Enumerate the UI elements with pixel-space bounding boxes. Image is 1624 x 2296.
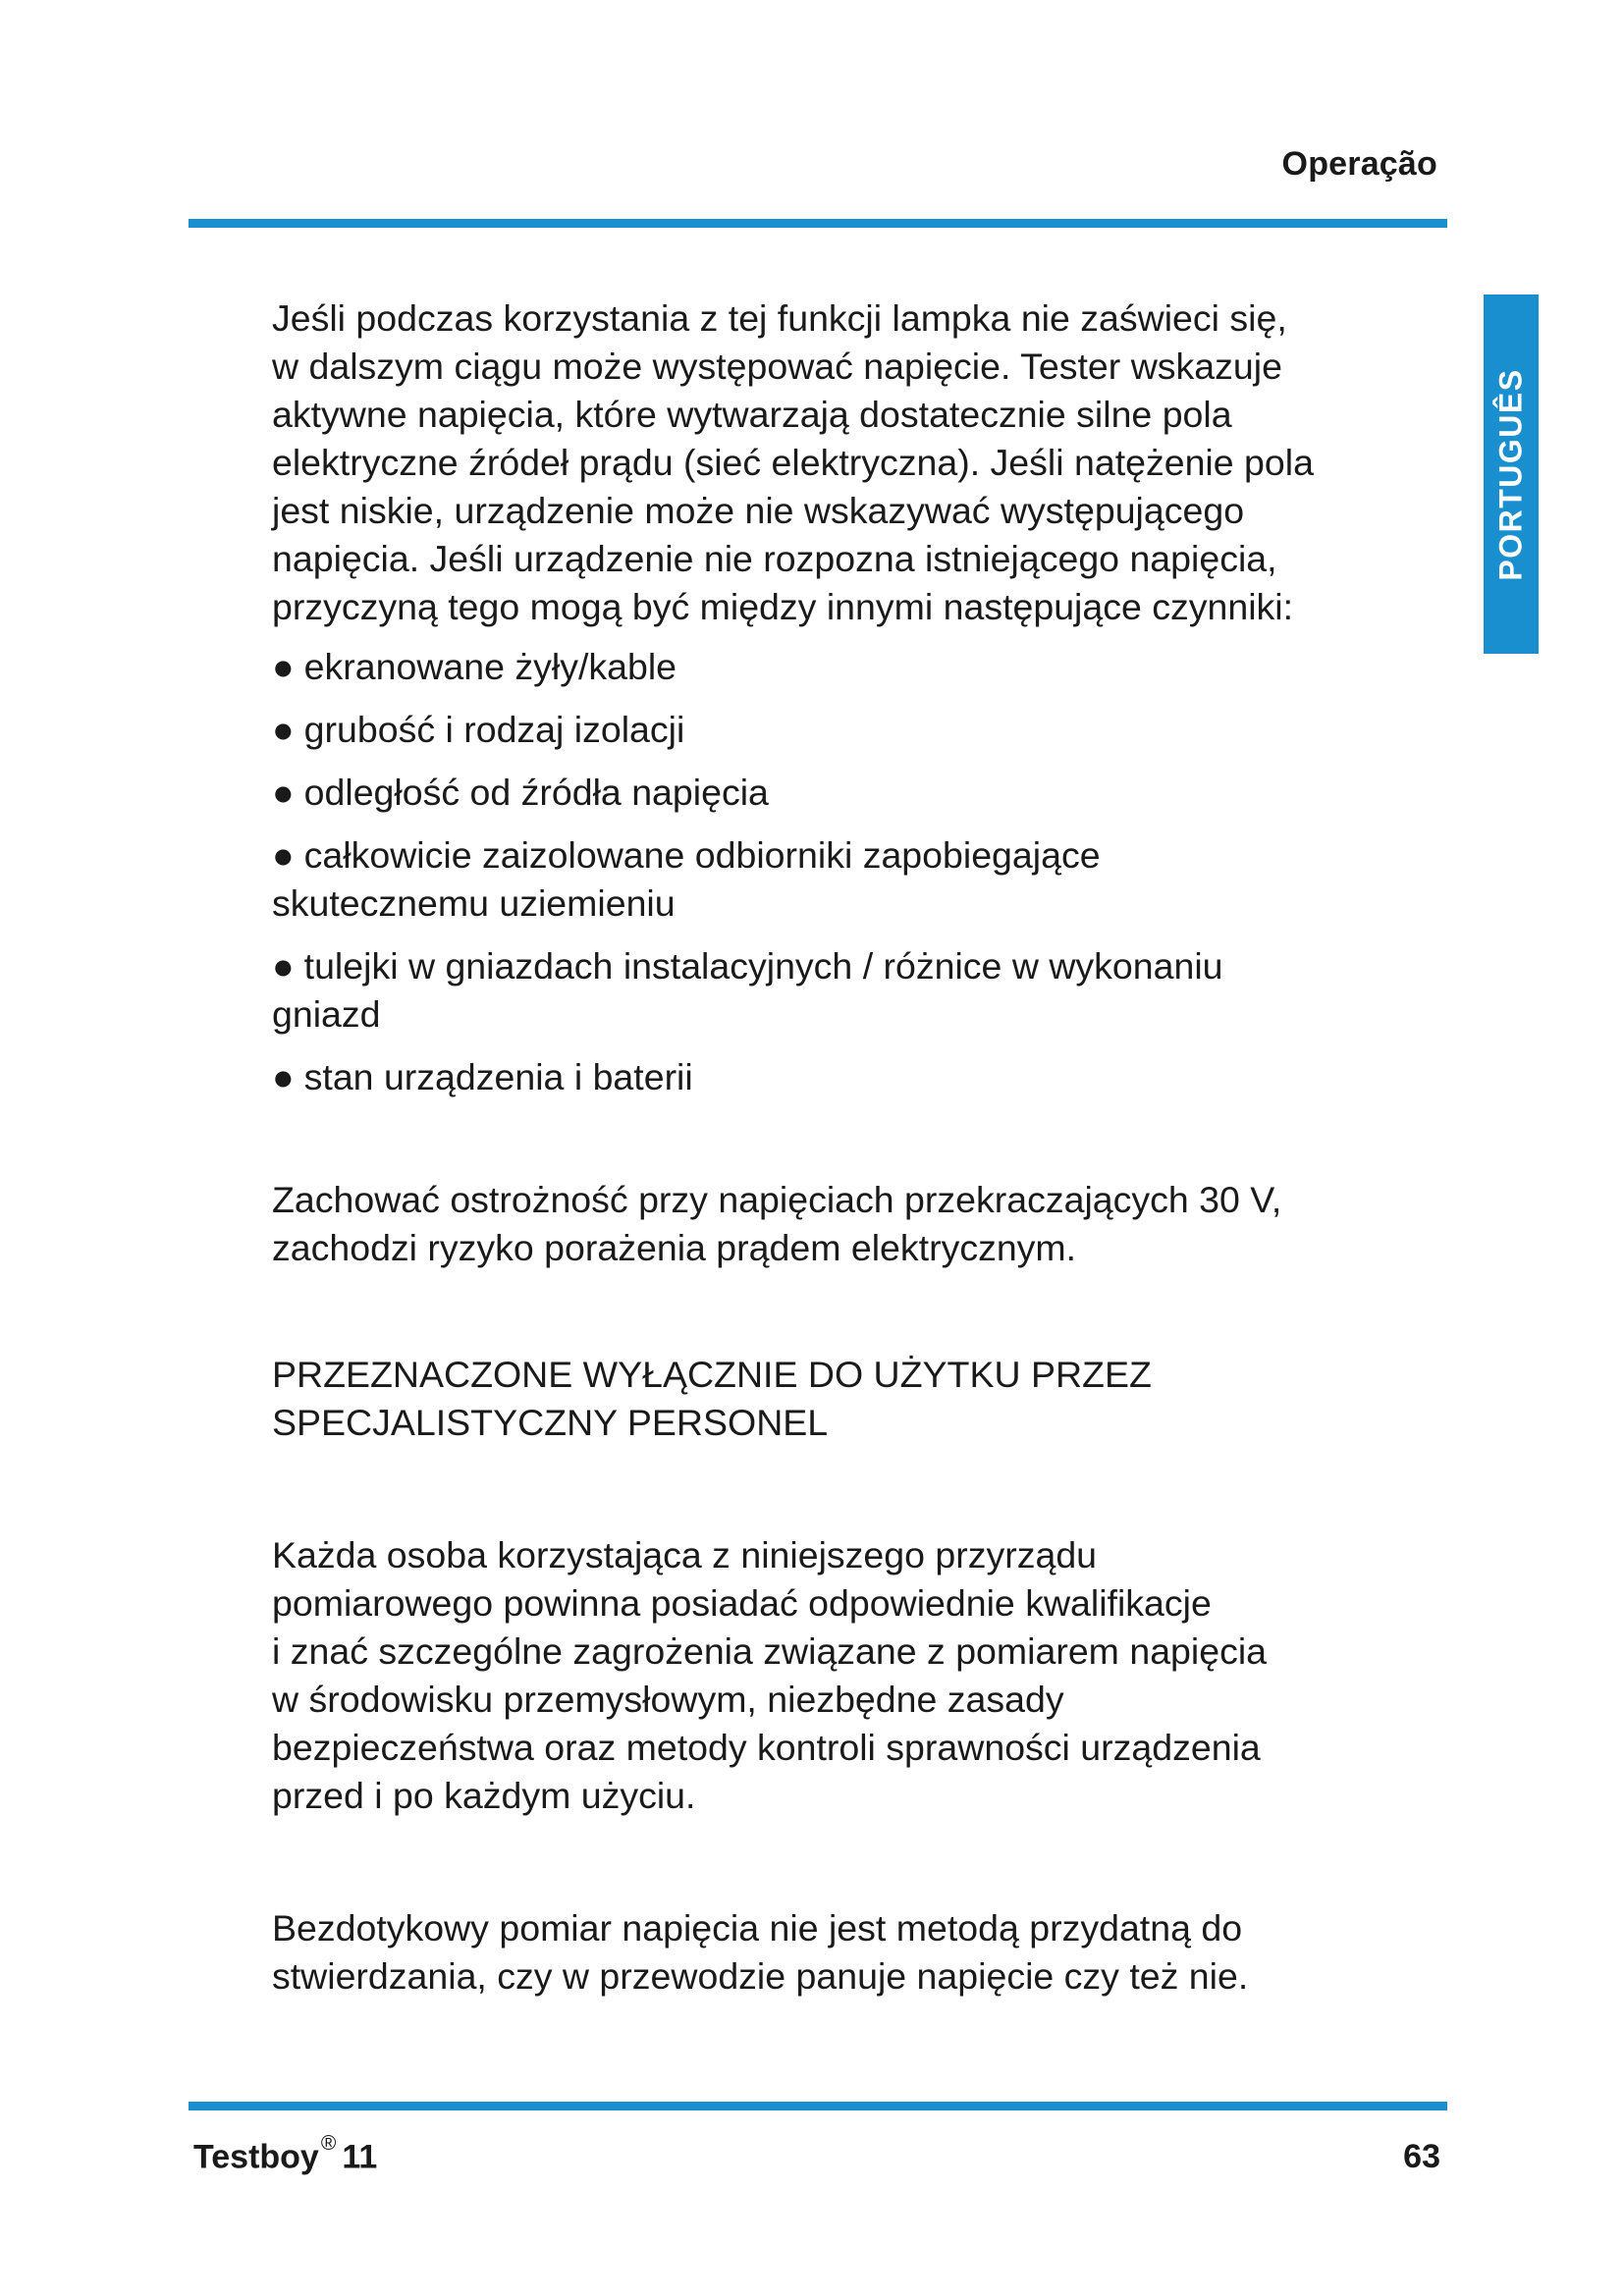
language-tab [1484,294,1539,654]
page-content [272,294,1450,2001]
professional-use-notice: PRZEZNACZONE WYŁĄCZNIE DO UŻYTKU PRZEZ SPECJALISTYCZNY PERSONEL [272,1354,1152,1443]
header-divider [189,219,1447,228]
section-title: Operação [1281,145,1437,183]
list-item [272,831,1450,928]
list-item-text: ekranowane żyły/kable [303,646,677,687]
list-item-text: grubość i rodzaj izolacji [303,709,685,750]
list-item [272,942,1450,1039]
page-number: 63 [1403,2138,1440,2175]
bullet-icon: ● [272,945,295,987]
factor-list [272,643,1450,1101]
voltage-warning-paragraph: Zachować ostrożność przy napięciach przekraczających 30 V, zachodzi ryzyko porażenia prądem elektrycznym. [272,1179,1282,1268]
model-number: 11 [342,2138,378,2176]
list-item-text: stan urządzenia i baterii [303,1056,693,1097]
footer-divider [189,2102,1447,2110]
bullet-icon: ● [272,1056,295,1097]
list-item [272,643,1450,691]
list-item [272,769,1450,817]
qualification-paragraph: Każda osoba korzystająca z niniejszego przyrządu pomiarowego powinna posiadać odpowiednie kwalifikacje i znać szczególne zagrożenia związane z pomiarem napięcia w środowisku przemysłowym, niezbędne zasady bezpieczeństwa oraz metody kontroli sprawności urządzenia przed i po każdym użyciu. [272,1534,1268,1816]
bullet-icon: ● [272,709,295,750]
intro-paragraph: Jeśli podczas korzystania z tej funkcji lampka nie zaświeci się, w dalszym ciągu może występować napięcie. Tester wskazuje aktywne napięcia, które wytwarzają dostatecznie silne pola elektryczne źródeł prądu (sieć elektryczna). Jeśli natężenie pola jest niskie, urządzenie może nie wskazywać występującego napięcia. Jeśli urządzenie nie rozpozna istniejącego napięcia, przyczyną tego mogą być między innymi następujące czynniki: [272,297,1314,627]
registered-mark: ® [320,2132,337,2155]
bullet-icon: ● [272,646,295,687]
list-item [272,1053,1450,1101]
list-item [272,706,1450,754]
product-name: Testboy [193,2138,319,2176]
language-tab-label: PORTUGUÊS [1492,367,1529,581]
list-item-text: odległość od źródła napięcia [303,772,769,813]
closing-paragraph: Bezdotykowy pomiar napięcia nie jest metodą przydatną do stwierdzania, czy w przewodzie panuje napięcie czy też nie. [272,1907,1249,1997]
footer-product [193,2132,378,2176]
list-item-text: całkowicie zaizolowane odbiorniki zapobiegające skutecznemu uziemieniu [272,834,1101,924]
bullet-icon: ● [272,772,295,813]
list-item-text: tulejki w gniazdach instalacyjnych / różnice w wykonaniu gniazd [272,945,1223,1035]
bullet-icon: ● [272,834,295,876]
